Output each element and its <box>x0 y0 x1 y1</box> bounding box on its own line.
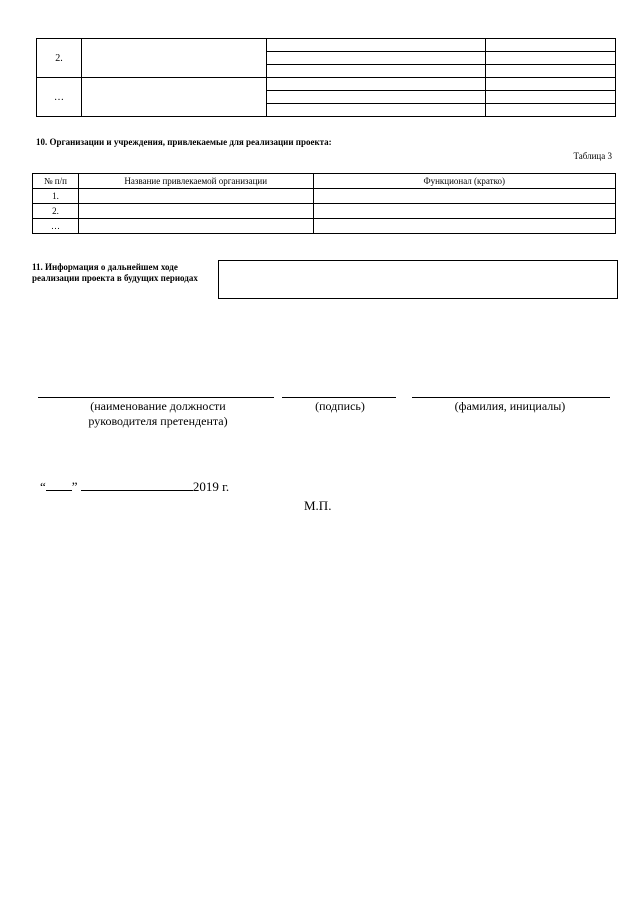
table-cell <box>313 219 615 234</box>
table-cell <box>486 78 616 91</box>
table-cell <box>486 52 616 65</box>
table-cell <box>313 204 615 219</box>
table-row <box>33 189 616 204</box>
table-cell <box>78 204 313 219</box>
section-10-title: 10. Организации и учреждения, привлекаемые для реализации проекта: <box>36 137 332 147</box>
future-info-field[interactable] <box>218 260 618 299</box>
row-number-cell: 2. <box>37 39 82 78</box>
signature-line <box>282 397 396 398</box>
name-caption: (фамилия, инициалы) <box>454 399 566 413</box>
table-cell <box>486 65 616 78</box>
column-header: Название привлекаемой организации <box>78 174 313 189</box>
previous-table <box>36 38 616 117</box>
open-quote: “ <box>40 479 46 494</box>
row-number-cell: 1. <box>33 189 79 204</box>
table-caption: Таблица 3 <box>573 151 612 161</box>
position-line <box>38 397 274 398</box>
table-row <box>33 219 616 234</box>
column-header: № п/п <box>33 174 79 189</box>
signature-caption: (подпись) <box>315 399 365 413</box>
table-cell <box>486 39 616 52</box>
table-cell <box>486 104 616 117</box>
day-blank[interactable] <box>46 490 72 491</box>
table-cell <box>81 39 266 78</box>
section-11-title: 11. Информация о дальнейшем ходе реализации проекта в будущих периодах <box>32 262 198 283</box>
month-blank[interactable] <box>81 490 193 491</box>
row-number-cell: … <box>33 219 79 234</box>
table-cell <box>486 91 616 104</box>
table-row <box>33 204 616 219</box>
year-text: 2019 г. <box>192 479 230 494</box>
table-cell <box>266 91 486 104</box>
row-number-cell: … <box>37 78 82 117</box>
organizations-table <box>32 173 616 234</box>
table-cell <box>266 39 486 52</box>
table-cell <box>313 189 615 204</box>
stamp-label: М.П. <box>304 498 332 513</box>
date-line <box>40 479 229 495</box>
row-number-cell: 2. <box>33 204 79 219</box>
table-cell <box>78 219 313 234</box>
column-header: Функционал (кратко) <box>313 174 615 189</box>
table-cell <box>78 189 313 204</box>
table-cell <box>266 65 486 78</box>
name-line <box>412 397 610 398</box>
close-quote: ” <box>71 479 78 494</box>
position-caption: (наименование должности руководителя претендента) <box>88 399 228 428</box>
table-cell <box>266 52 486 65</box>
table-cell <box>266 78 486 91</box>
table-cell <box>81 78 266 117</box>
table-cell <box>266 104 486 117</box>
